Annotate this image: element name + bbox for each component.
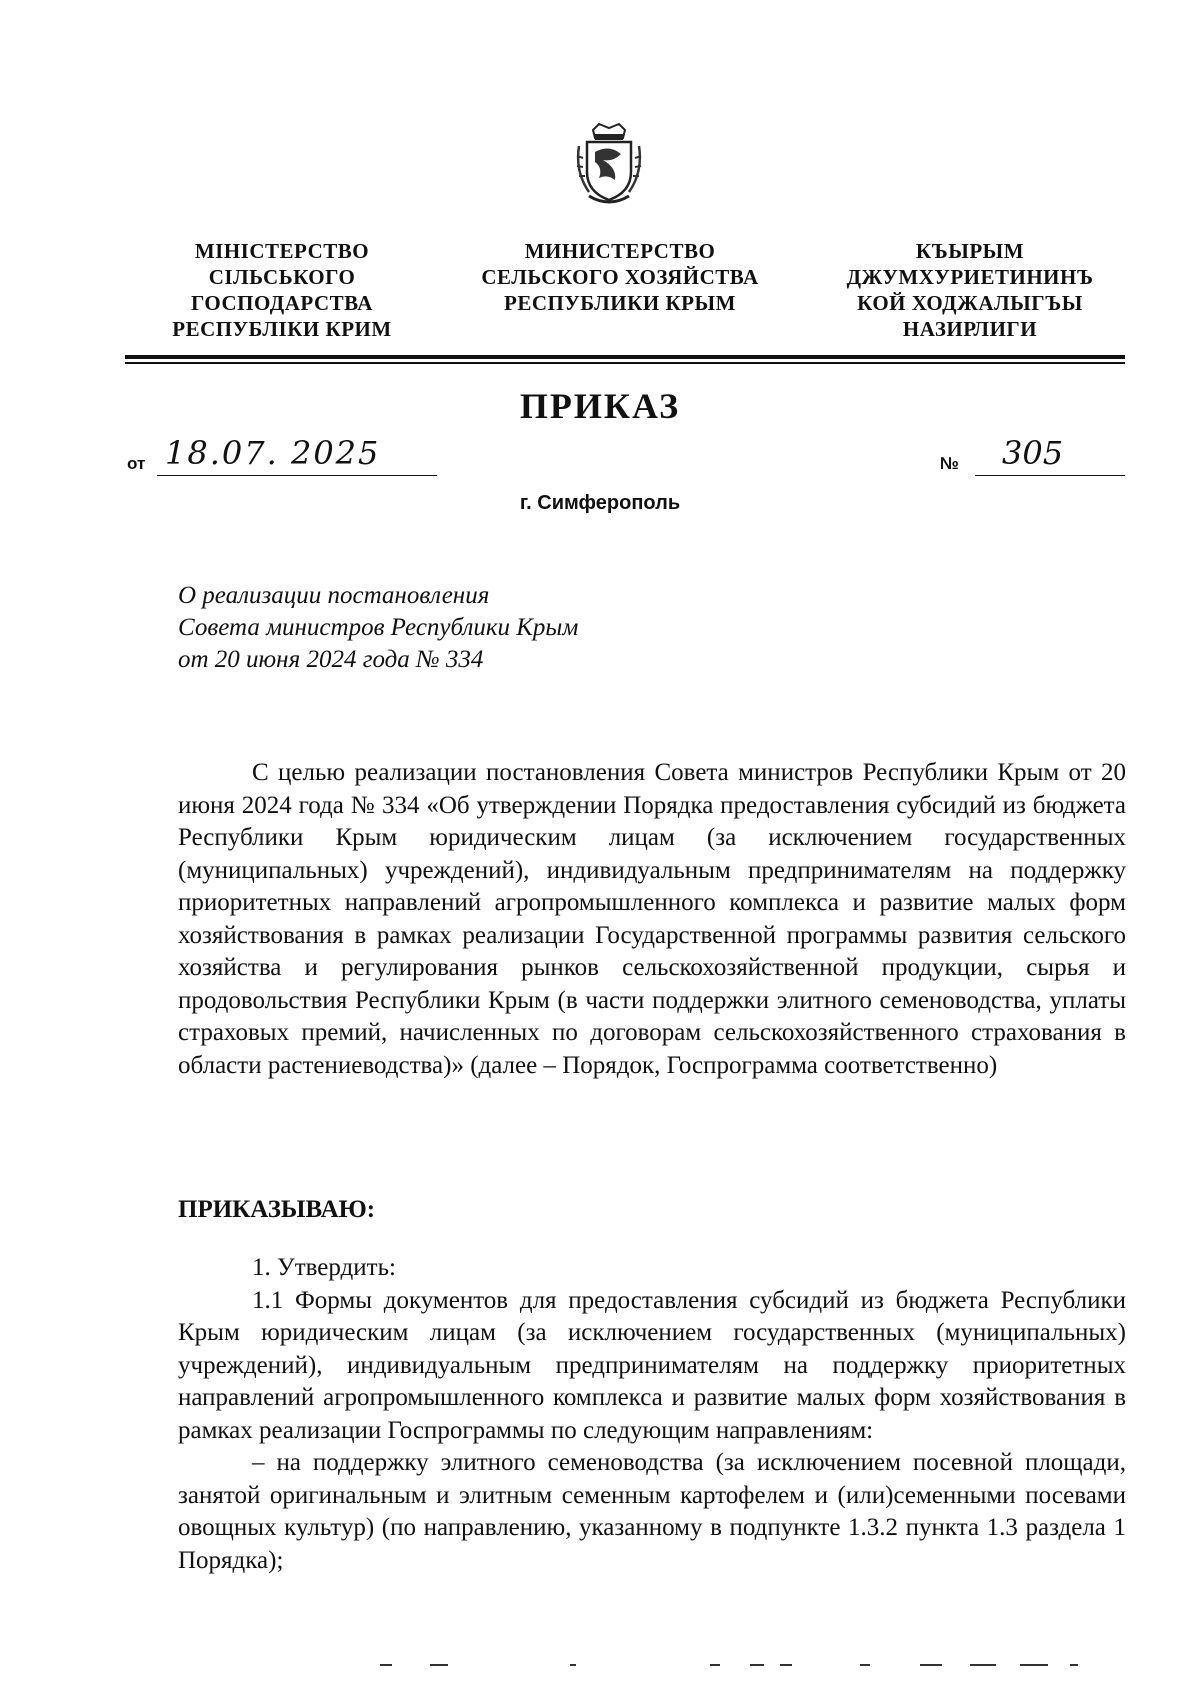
crimea-coat-of-arms-icon: [573, 122, 645, 208]
preamble-paragraph: С целью реализации постановления Совета министров Республики Крым от 20 июня 2024 года № 334 «Об утверждении Порядка предоставления субсидий из бюджета Республики Крым юридическим лицам (за исключением государственных (муниципальных) учреждений), индивидуальным предпринимателям на поддержку приоритетных направлений агропромышленного комплекса и развитие малых форм хозяйствования в рамках реализации Государственной программы развития сельского хозяйства и регулирования рынков сельскохозяйственной продукции, сырья и продовольствия Республики Крым (в части поддержки элитного семеноводства, уплаты страховых премий, начисленных по договорам сельскохозяйственного страхования в области растениеводства)» (далее – Порядок, Госпрограмма соответственно): [178, 759, 1126, 1079]
number-prefix: №: [940, 454, 959, 473]
issuing-city: г. Симферополь: [519, 492, 681, 514]
subject-line: от 20 июня 2024 года № 334: [178, 646, 484, 673]
ministry-crh-line: КЪЫРЫМ: [915, 239, 1025, 263]
preamble-block: [178, 757, 1126, 1082]
order-items: [178, 1252, 1126, 1577]
ministry-ru-line: СЕЛЬСКОГО ХОЗЯЙСТВА: [481, 265, 759, 289]
orders-heading: ПРИКАЗЫВАЮ:: [178, 1196, 376, 1223]
subject-line: Совета министров Республики Крым: [178, 614, 579, 641]
order-subject: [178, 580, 578, 676]
ministry-ru-line: МИНИСТЕРСТВО: [524, 239, 716, 263]
header-divider-thick: [125, 355, 1125, 359]
subject-line: О реализации постановления: [178, 582, 490, 609]
document-title: ПРИКАЗ: [519, 386, 681, 426]
ministry-name-crimean-tatar: [815, 238, 1125, 342]
order-date-field: [127, 434, 437, 482]
ministry-name-russian: [455, 238, 785, 316]
order-item-1: 1. Утвердить:: [252, 1254, 396, 1281]
handwritten-date: 18.07. 2025: [165, 434, 381, 472]
ministry-crh-line: ДЖУМХУРИЕТИНИНЪ: [846, 265, 1094, 289]
ministry-ru-line: РЕСПУБЛИКИ КРЫМ: [504, 291, 736, 315]
ministry-crh-line: КОЙ ХОДЖАЛЫГЪЫ: [857, 291, 1083, 315]
ministry-ua-line: СІЛЬСЬКОГО: [208, 265, 356, 289]
date-prefix: от: [127, 454, 146, 473]
order-item-1-1: 1.1 Формы документов для предоставления субсидий из бюджета Республики Крым юридическим лицам (за исключением государственных (муниципальных) учреждений), индивидуальным предпринимателям на поддержку приоритетных направлений агропромышленного комплекса и развитие малых форм хозяйствования в рамках реализации Госпрограммы по следующим направлениям:: [178, 1286, 1126, 1444]
order-number-field: [940, 434, 1125, 482]
number-underline: [975, 475, 1125, 477]
date-underline: [157, 475, 437, 477]
ministry-name-ukrainian: [152, 238, 412, 342]
order-item-bullet: – на поддержку элитного семеноводства (за исключением посевной площади, занятой оригинальным и элитным семенным картофелем и (или)семенными посевами овощных культур) (по направлению, указанному в подпункте 1.3.2 пункта 1.3 раздела 1 Порядка);: [178, 1449, 1126, 1574]
ministry-crh-line: НАЗИРЛИГИ: [902, 317, 1038, 341]
scan-edge-marks: [380, 1664, 1140, 1670]
handwritten-number: 305: [1002, 434, 1064, 472]
ministry-ua-line: МІНІСТЕРСТВО: [194, 239, 370, 263]
header-divider-thin: [125, 362, 1125, 364]
ministry-ua-line: РЕСПУБЛІКИ КРИМ: [172, 317, 392, 341]
ministry-ua-line: ГОСПОДАРСТВА: [191, 291, 373, 315]
